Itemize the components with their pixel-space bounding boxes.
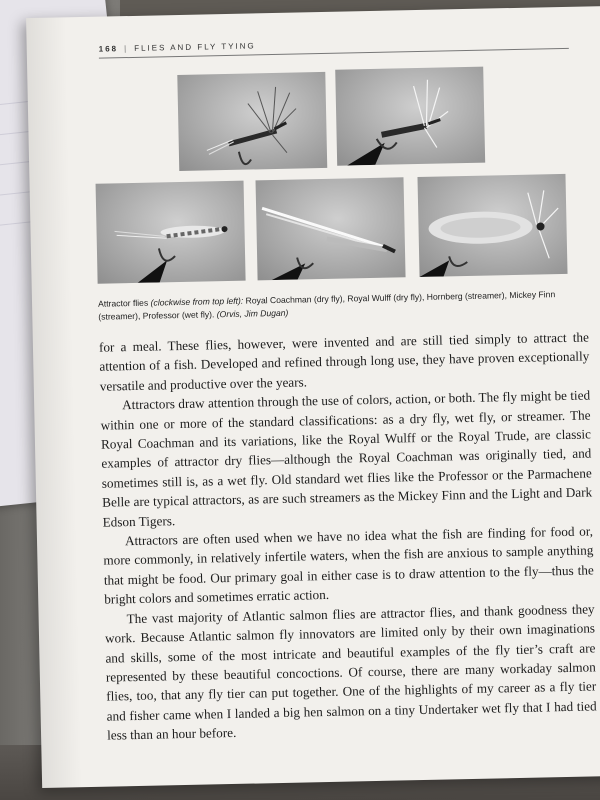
running-header <box>99 35 569 54</box>
book-page <box>26 6 600 788</box>
photo-royal-coachman <box>177 72 327 171</box>
body-text <box>99 327 597 745</box>
paragraph: for a meal. These flies, however, were invented and are still tied simply to attract the attention of a fish. Developed and refined through long use, they have proven exceptionally versatile and productive over the years. <box>98 329 590 394</box>
paragraph: Attractors are often used when we have no idea what the fish are finding for food or, more commonly, in relatively infertile waters, when the fish are anxious to sample anything that might be food. Our primary goal in either case is to draw attention to the fly—thus the bright colors and sometimes erratic action. <box>103 523 594 607</box>
caption-list: Royal Coachman (dry fly), Royal Wulff (dry fly), Hornberg (streamer), Mickey Finn (streamer), Professor (wet fly). <box>98 289 556 322</box>
caption-lead: Attractor flies <box>97 297 149 309</box>
paragraph: The vast majority of Atlantic salmon flies are attractor flies, and thank goodness they work. Because Atlantic salmon fly innovators are limited only by their own imaginations and skills, some of the most intricate and beautiful examples of the fly tier’s craft are represented by these beautiful concoctions. Of course, there are many workaday salmon flies, too, that any fly tier can put together. One of the highlights of my career as a fly tier and fisher came when I landed a big hen salmon on a tiny Undertaker wet fly that I had tied less than an hour before. <box>104 601 597 743</box>
caption-order: (clockwise from top left): <box>150 295 244 308</box>
caption-credit: (Orvis, Jim Dugan) <box>216 307 289 319</box>
figure-caption <box>98 288 578 323</box>
photo-hornberg <box>417 174 567 277</box>
running-title: FLIES AND FLY TYING <box>134 41 256 53</box>
page-number: 168 <box>98 44 119 54</box>
paragraph: Attractors draw attention through the use of colors, action, or both. The fly might be tied within one or more of the standard classifications: as a dry fly, wet fly, or streamer. The Royal Coachman and its variations, like the Royal Wulff or the Royal Trude, are classic examples of attractor dry flies—although the Royal Coachman was originally tied, and sometimes still is, as a wet fly. Old standard wet flies like the Professor or the Parmachene Belle are typical attractors, as are such streamers as the Mickey Finn and the Light and Dark Edson Tigers. <box>100 387 593 530</box>
photo-professor <box>96 181 246 284</box>
photo-royal-wulff <box>335 67 485 166</box>
photo-mickey-finn <box>256 177 406 280</box>
header-separator: | <box>123 44 129 54</box>
